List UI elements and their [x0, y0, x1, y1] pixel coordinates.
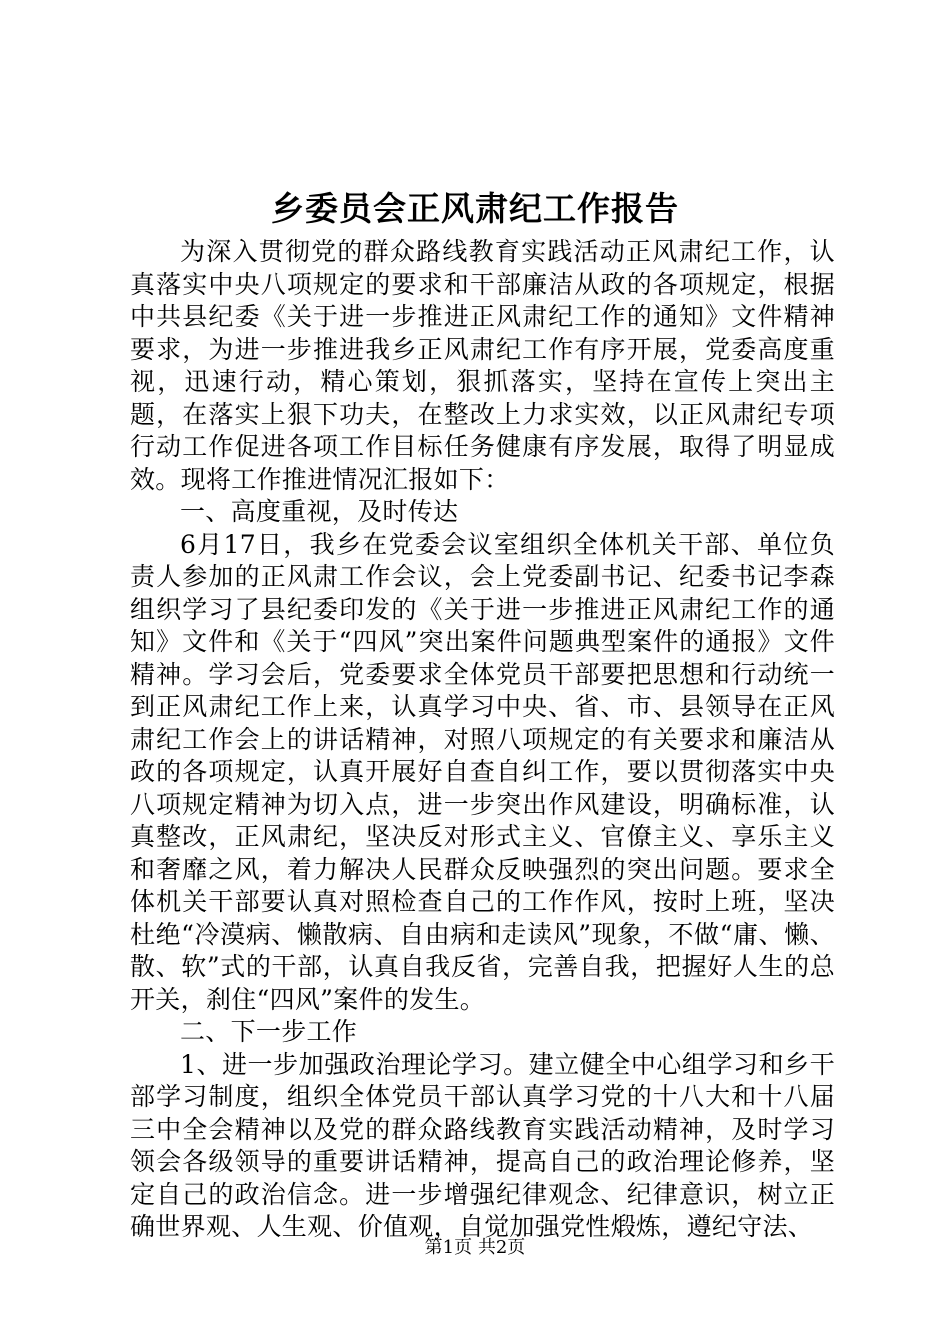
document-body: [130, 236, 835, 1244]
document-title: 乡委员会正风肃纪工作报告: [271, 189, 679, 228]
section-heading-2: 二、下一步工作: [180, 1017, 358, 1046]
paragraph-section-2: 1、进一步加强政治理论学习。建立健全中心组学习和乡干部学习制度，组织全体党员干部认真学习党的十八大和十八届三中全会精神以及党的群众路线教育实践活动精神，及时学习领会各级领导的重要讲话精神，提高自己的政治理论修养，坚定自己的政治信念。进一步增强纪律观念、纪律意识，树立正确世界观、人生观、价值观，自觉加强党性煅炼，遵纪守法、: [130, 1049, 835, 1241]
paragraph-intro: 为深入贯彻党的群众路线教育实践活动正风肃纪工作，认真落实中央八项规定的要求和干部廉洁从政的各项规定，根据中共县纪委《关于进一步推进正风肃纪工作的通知》文件精神要求，为进一步推进我乡正风肃纪工作有序开展，党委高度重视，迅速行动，精心策划，狠抓落实，坚持在宣传上突出主题，在落实上狠下功夫，在整改上力求实效，以正风肃纪专项行动工作促进各项工作目标任务健康有序发展，取得了明显成效。现将工作推进情况汇报如下：: [130, 237, 835, 494]
section-heading-1: 一、高度重视，及时传达: [180, 497, 459, 526]
paragraph-section-1: 6月17日，我乡在党委会议室组织全体机关干部、单位负责人参加的正风肃工作会议，会上党委副书记、纪委书记李森组织学习了县纪委印发的《关于进一步推进正风肃纪工作的通知》文件和《关于“四风”突出案件问题典型案件的通报》文件精神。学习会后，党委要求全体党员干部要把思想和行动统一到正风肃纪工作上来，认真学习中央、省、市、县领导在正风肃纪工作会上的讲话精神，对照八项规定的有关要求和廉洁从政的各项规定，认真开展好自查自纠工作，要以贯彻落实中央八项规定精神为切入点，进一步突出作风建设，明确标准，认真整改，正风肃纪，坚决反对形式主义、官僚主义、享乐主义和奢靡之风，着力解决人民群众反映强烈的突出问题。要求全体机关干部要认真对照检查自己的工作作风，按时上班，坚决杜绝“冷漠病、懒散病、自由病和走读风”现象，不做“庸、懒、散、软”式的干部，认真自我反省，完善自我，把握好人生的总开关，刹住“四风”案件的发生。: [130, 529, 835, 1014]
page-number-footer: 第1页 共2页: [424, 1237, 526, 1258]
